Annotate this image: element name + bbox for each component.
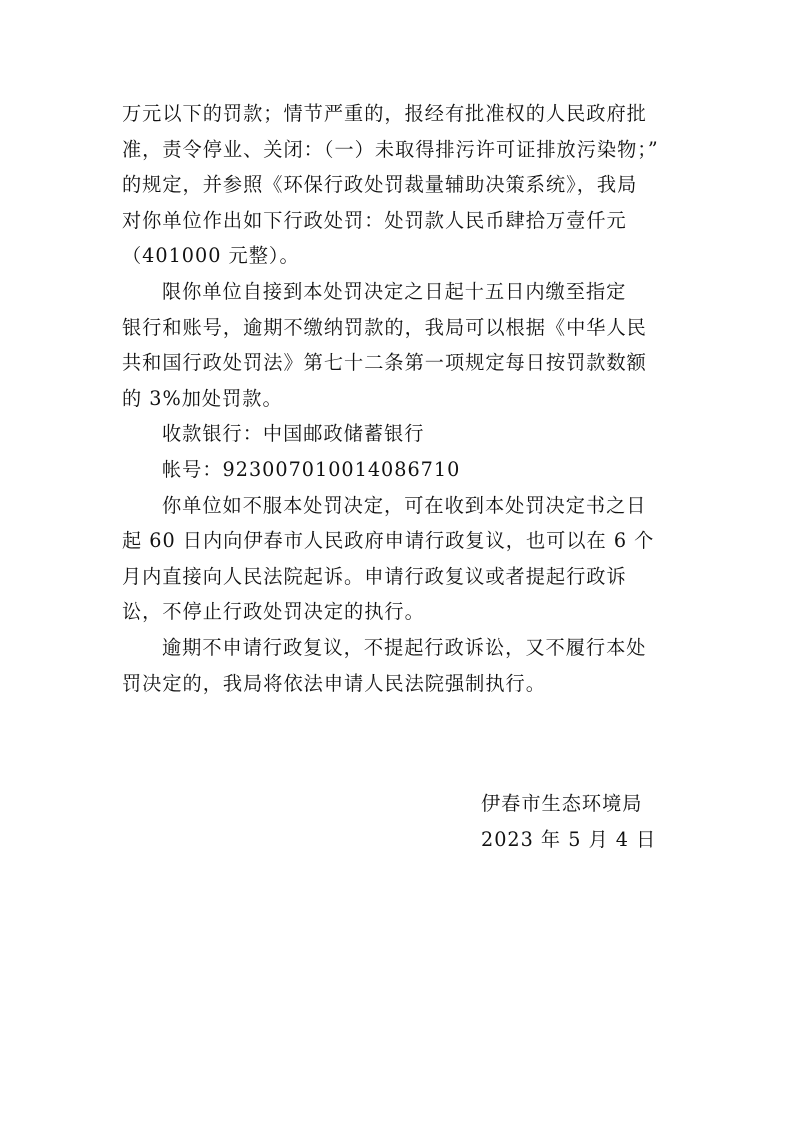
body-line: 起 60 日内向伊春市人民政府申请行政复议，也可以在 6 个 <box>122 529 655 553</box>
body-line: 对你单位作出如下行政处罚：处罚款人民币肆拾万壹仟元 <box>122 208 627 232</box>
body-line: 共和国行政处罚法》第七十二条第一项规定每日按罚款数额 <box>122 351 647 375</box>
body-line: 罚决定的，我局将依法申请人民法院强制执行。 <box>122 671 546 695</box>
account-number: 帐号：923007010014086710 <box>162 457 461 481</box>
body-line: 万元以下的罚款；情节严重的，报经有批准权的人民政府批 <box>122 102 647 125</box>
payee-bank: 收款银行：中国邮政储蓄银行 <box>162 422 425 446</box>
paragraph-first-line: 你单位如不服本处罚决定，可在收到本处罚决定书之日 <box>162 493 647 517</box>
body-line: 讼，不停止行政处罚决定的执行。 <box>122 600 425 624</box>
body-line: 的规定，并参照《环保行政处罚裁量辅助决策系统》，我局 <box>122 173 638 197</box>
issue-date: 2023 年 5 月 4 日 <box>481 828 657 851</box>
paragraph-first-line: 逾期不申请行政复议，不提起行政诉讼，又不履行本处 <box>162 635 647 659</box>
body-line: 月内直接向人民法院起诉。申请行政复议或者提起行政诉 <box>122 564 627 588</box>
issuing-organization: 伊春市生态环境局 <box>481 792 643 815</box>
body-line: （401000 元整）。 <box>122 244 300 268</box>
paragraph-first-line: 限你单位自接到本处罚决定之日起十五日内缴至指定 <box>162 279 627 303</box>
document-body <box>122 96 682 701</box>
body-line: 的 3%加处罚款。 <box>122 386 283 410</box>
body-line: 银行和账号，逾期不缴纳罚款的，我局可以根据《中华人民 <box>122 315 647 339</box>
body-line: 准，责令停业、关闭：（一）未取得排污许可证排放污染物；” <box>122 137 659 161</box>
